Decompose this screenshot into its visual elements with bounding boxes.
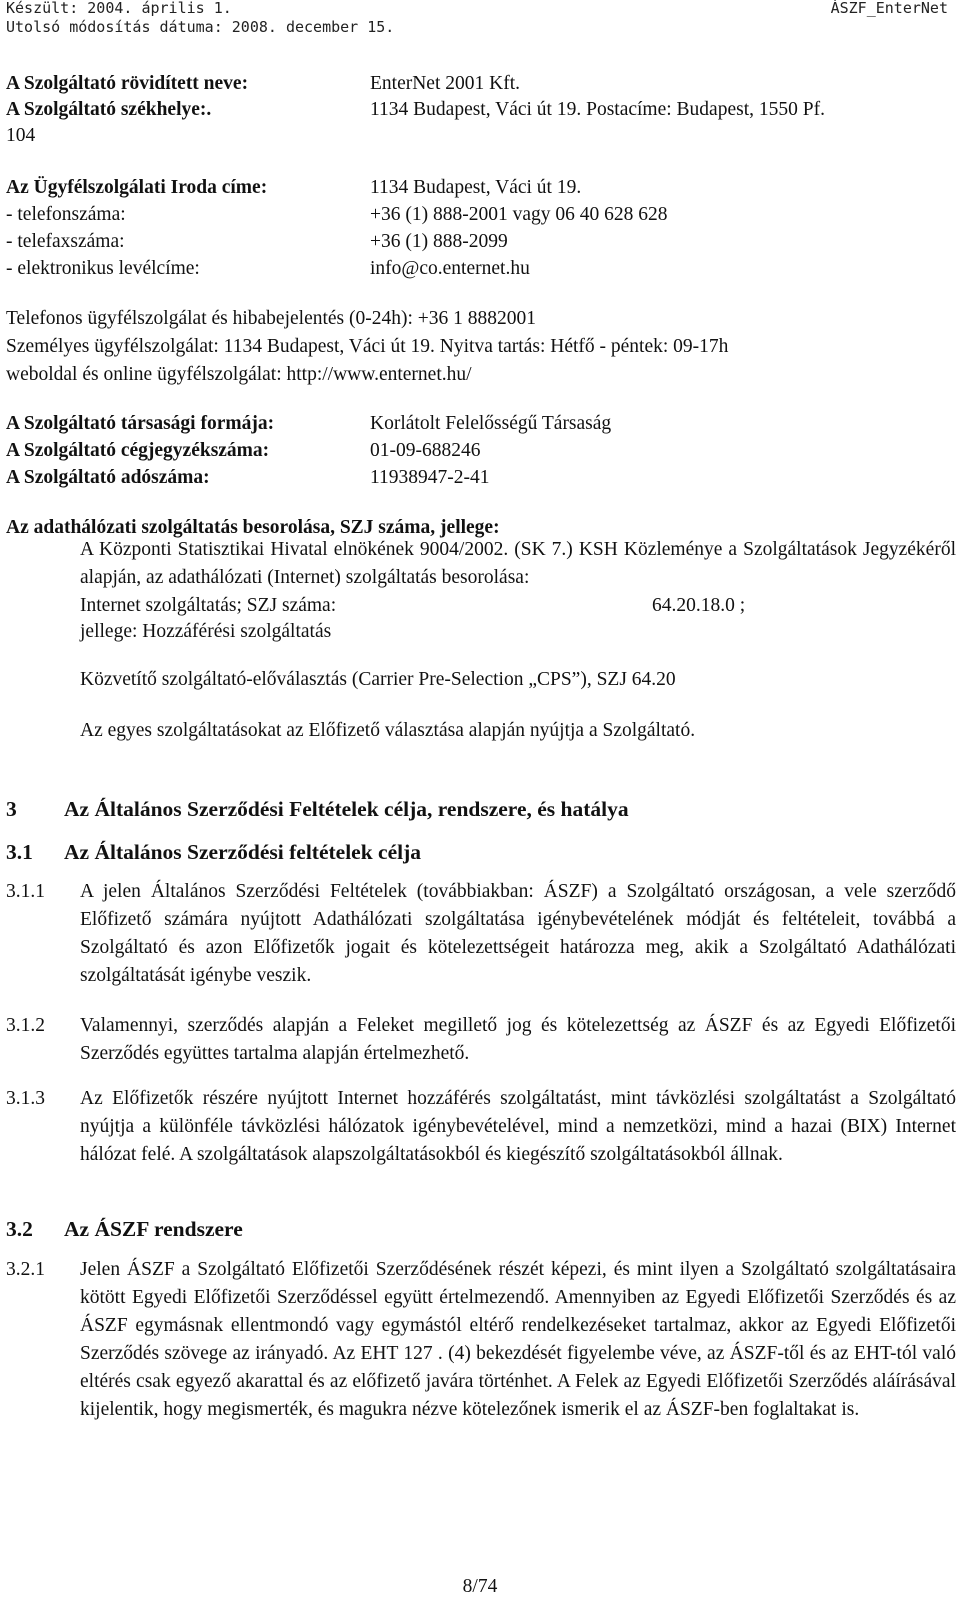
contact-line-1: Telefonos ügyfélszolgálat és hibabejelentés (0-24h): +36 1 8882001	[6, 308, 537, 329]
header-doc-id: ÁSZF_EnterNet	[830, 0, 948, 17]
classification-paragraph: A Központi Statisztikai Hivatal elnökének 9004/2002. (SK 7.) KSH Közleménye a Szolgáltatások Jegyzékéről alapján, az adathálózati (Internet) szolgáltatás besorolása:	[80, 539, 956, 588]
section-3-2-heading	[6, 1215, 243, 1243]
cps-line: Közvetítő szolgáltató-előválasztás (Carrier Pre-Selection „CPS”), SZJ 64.20	[80, 669, 676, 690]
header-modified: Utolsó módosítás dátuma: 2008. december 15.	[6, 18, 395, 36]
paragraph-3-1-3: Az Előfizetők részére nyújtott Internet hozzáférés szolgáltatást, mint távközlési szolgáltatást a Szolgáltató nyújtja a különféle távközlési hálózatok igénybevételével, mind a nemzetközi, mind a hazai (BIX) Internet hálózat felé. A szolgáltatások alapszolgáltatásokból és kiegészítő szolgáltatásokból állnak.	[80, 1088, 956, 1165]
section-3-1-heading	[6, 838, 421, 866]
paragraph-3-2-1: Jelen ÁSZF a Szolgáltató Előfizetői Szerződésének részét képezi, és mint ilyen a Szolgáltató szolgáltatásaira kötött Egyedi Előfizetői Szerződéssel együtt értelmezendő. Amennyiben az Egyedi Előfizetői Szerződés és az ÁSZF egymásnak ellentmondó vagy egymástól eltérő rendelkezéseket tartalmaz, akkor az Egyedi Előfizetői Szerződés szövege az irányadó. Az EHT 127 . (4) bekezdését figyelembe véve, az ÁSZF-től és az EHT-tól való eltérés csak egyező akarattal és az előfizető javára történhet. A Felek az Egyedi Előfizetői Szerződés aláírásával kijelentik, hogy megismerték, és magukra nézve kötelezőnek ismerik el az ÁSZF-ben foglaltakat is.	[80, 1259, 956, 1420]
email-label: - elektronikus levélcíme:	[6, 258, 200, 279]
company-tax-value: 11938947-2-41	[370, 467, 490, 488]
phone-value: +36 (1) 888-2001 vagy 06 40 628 628	[370, 204, 668, 225]
section-title: Az Általános Szerződési Feltételek célja, rendszere, és hatálya	[64, 797, 629, 821]
company-reg-label: A Szolgáltató cégjegyzékszáma:	[6, 440, 270, 461]
contact-line-3: weboldal és online ügyfélszolgálat: http://www.enternet.hu/	[6, 364, 472, 385]
szj-label: Internet szolgáltatás; SZJ száma:	[80, 595, 337, 616]
page-number: 8/74	[462, 1576, 498, 1597]
office-address-value: 1134 Budapest, Váci út 19.	[370, 177, 582, 198]
short-name-value: EnterNet 2001 Kft.	[370, 73, 521, 94]
paragraph-number: 3.1.2	[6, 1015, 45, 1036]
contact-line-2: Személyes ügyfélszolgálat: 1134 Budapest, Váci út 19. Nyitva tartás: Hétfő - péntek: 09-17h	[6, 336, 729, 357]
szj-value: 64.20.18.0 ;	[652, 595, 746, 616]
seat-value: 1134 Budapest, Váci út 19. Postacíme: Budapest, 1550 Pf.	[370, 99, 825, 120]
company-tax-label: A Szolgáltató adószáma:	[6, 467, 210, 488]
choice-line: Az egyes szolgáltatásokat az Előfizető választása alapján nyújtja a Szolgáltató.	[80, 720, 696, 741]
seat-value-cont: 104	[6, 125, 36, 146]
seat-label: A Szolgáltató székhelye:.	[6, 99, 212, 120]
section-title: Az Általános Szerződési feltételek célja	[64, 840, 422, 864]
phone-label: - telefonszáma:	[6, 204, 126, 225]
email-value: info@co.enternet.hu	[370, 258, 530, 279]
header-created: Készült: 2004. április 1.	[6, 0, 232, 17]
paragraph-number: 3.1.3	[6, 1088, 45, 1109]
company-reg-value: 01-09-688246	[370, 440, 481, 461]
paragraph-3-1-2: Valamennyi, szerződés alapján a Feleket megillető jog és kötelezettség az ÁSZF és az Egyedi Előfizetői Szerződés együttes tartalma alapján értelmezhető.	[80, 1015, 956, 1064]
company-form-value: Korlátolt Felelősségű Társaság	[370, 413, 612, 434]
section-number: 3.2	[6, 1217, 33, 1241]
fax-label: - telefaxszáma:	[6, 231, 125, 252]
service-character: jellege: Hozzáférési szolgáltatás	[80, 621, 332, 642]
section-number: 3.1	[6, 840, 33, 864]
paragraph-number: 3.2.1	[6, 1259, 45, 1280]
fax-value: +36 (1) 888-2099	[370, 231, 508, 252]
section-title: Az ÁSZF rendszere	[64, 1217, 243, 1241]
paragraph-3-1-1: A jelen Általános Szerződési Feltételek (továbbiakban: ÁSZF) a Szolgáltató országosan, a vele szerződő Előfizető számára nyújtott Adathálózati szolgáltatása igénybevételének módját és feltételeit, továbbá a Szolgáltató és azon Előfizetők jogait és kötelezettségeit határozza meg, akik a Szolgáltató Adathálózati szolgáltatását igénybe veszik.	[80, 881, 956, 986]
office-address-label: Az Ügyfélszolgálati Iroda címe:	[6, 177, 268, 198]
section-3-heading	[6, 795, 629, 823]
company-form-label: A Szolgáltató társasági formája:	[6, 413, 275, 434]
classification-heading: Az adathálózati szolgáltatás besorolása, SZJ száma, jellege:	[6, 517, 500, 538]
short-name-label: A Szolgáltató rövidített neve:	[6, 73, 249, 94]
paragraph-number: 3.1.1	[6, 881, 45, 902]
section-number: 3	[6, 797, 17, 821]
